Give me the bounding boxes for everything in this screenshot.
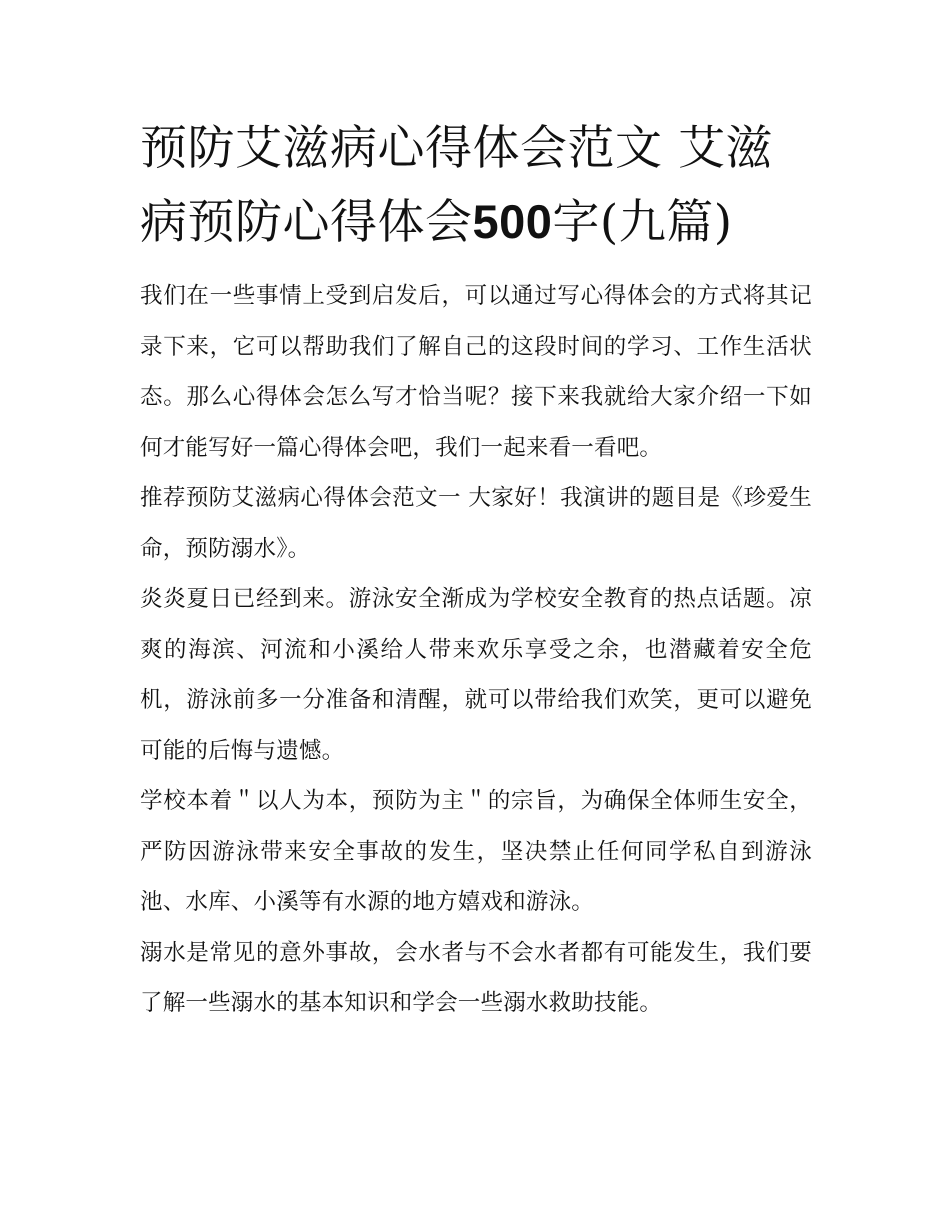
paragraph-school-policy: 学校本着＂以人为本，预防为主＂的宗旨，为确保全体师生安全，严防因游泳带来安全事故的发生，坚决禁止任何同学私自到游泳池、水库、小溪等有水源的地方嬉戏和游泳。 <box>140 788 812 915</box>
document-title <box>140 112 812 259</box>
paragraph-intro: 我们在一些事情上受到启发后，可以通过写心得体会的方式将其记录下来，它可以帮助我们了解自己的这段时间的学习、工作生活状态。那么心得体会怎么写才恰当呢？接下来我就给大家介绍一下如何才能写好一篇心得体会吧，我们一起来看一看吧。 <box>140 283 812 461</box>
document-page <box>140 112 812 1029</box>
paragraph-speech-opening: 推荐预防艾滋病心得体会范文一 大家好！我演讲的题目是《珍爱生命，预防溺水》。 <box>140 485 812 562</box>
paragraph-summer-safety: 炎炎夏日已经到来。游泳安全渐成为学校安全教育的热点话题。凉爽的海滨、河流和小溪给人带来欢乐享受之余，也潜藏着安全危机，游泳前多一分准备和清醒，就可以带给我们欢笑，更可以避免可能的后悔与遗憾。 <box>140 586 812 764</box>
title-number: 500 <box>472 195 553 248</box>
title-text-part1: 预防艾滋病心得体会范文 艾滋病预防心得体会 <box>140 121 773 250</box>
paragraph-drowning-knowledge: 溺水是常见的意外事故，会水者与不会水者都有可能发生，我们要了解一些溺水的基本知识和学会一些溺水救助技能。 <box>140 939 812 1016</box>
title-text-part2: 字(九篇) <box>552 195 733 250</box>
